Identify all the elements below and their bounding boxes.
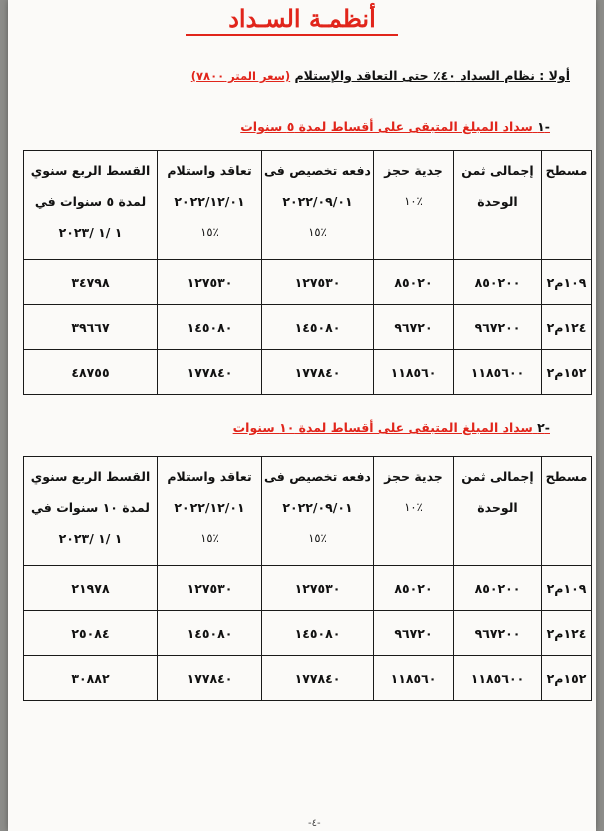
cell-allocation-payment: ١٤٥٠٨٠: [262, 305, 374, 350]
section-2-number: -٢: [537, 420, 550, 435]
cell-reservation-deposit: ١١٨٥٦٠: [374, 350, 454, 395]
cell-allocation-payment: ١٢٧٥٣٠: [262, 260, 374, 305]
header-area: مسطح: [542, 457, 592, 566]
cell-quarterly-installment: ٢١٩٧٨: [24, 566, 158, 611]
header-contract-delivery: تعاقد واستلام ٢٠٢٢/١٢/٠١ ٪١٥: [158, 457, 262, 566]
header-area: مسطح: [542, 151, 592, 260]
table-row: [24, 305, 592, 350]
cell-allocation-payment: ١٤٥٠٨٠: [262, 611, 374, 656]
header-allocation-payment: دفعه تخصيص فى ٢٠٢٢/٠٩/٠١ ٪١٥: [262, 151, 374, 260]
cell-allocation-payment: ١٢٧٥٣٠: [262, 566, 374, 611]
header-allocation-payment: دفعه تخصيص فى ٢٠٢٢/٠٩/٠١ ٪١٥: [262, 457, 374, 566]
cell-reservation-deposit: ٩٦٧٢٠: [374, 305, 454, 350]
cell-contract-delivery: ١٢٧٥٣٠: [158, 260, 262, 305]
cell-contract-delivery: ١٤٥٠٨٠: [158, 611, 262, 656]
cell-quarterly-installment: ٣٠٨٨٢: [24, 656, 158, 701]
cell-area: ١٥٢م٢: [542, 350, 592, 395]
cell-contract-delivery: ١٧٧٨٤٠: [158, 350, 262, 395]
cell-area: ١٢٤م٢: [542, 611, 592, 656]
section-1-heading-text: سداد المبلغ المتبقى على أقساط لمدة ٥ سنوات: [240, 119, 533, 134]
cell-quarterly-installment: ٤٨٧٥٥: [24, 350, 158, 395]
price-per-meter-note: (سعر المتر ٧٨٠٠): [190, 69, 291, 83]
intro-label: أولا : نظام السداد ٤٠٪ حتى التعاقد والإستلام: [294, 68, 570, 83]
cell-quarterly-installment: ٣٤٧٩٨: [24, 260, 158, 305]
cell-reservation-deposit: ١١٨٥٦٠: [374, 656, 454, 701]
cell-allocation-payment: ١٧٧٨٤٠: [262, 656, 374, 701]
cell-area: ١٥٢م٢: [542, 656, 592, 701]
cell-allocation-payment: ١٧٧٨٤٠: [262, 350, 374, 395]
page-title: أنظمـة السـداد: [228, 4, 376, 33]
payment-system-intro: [191, 68, 570, 83]
cell-area: ١٢٤م٢: [542, 305, 592, 350]
cell-total-price: ٨٥٠٢٠٠: [454, 260, 542, 305]
cell-total-price: ٩٦٧٢٠٠: [454, 305, 542, 350]
table-row: [24, 656, 592, 701]
cell-area: ١٠٩م٢: [542, 260, 592, 305]
table-row: [24, 566, 592, 611]
header-quarterly-installment: القسط الربع سنوي لمدة ١٠ سنوات في ١ /١ /٢٠٢٣: [24, 457, 158, 566]
payment-table-5-years: [23, 150, 592, 395]
cell-quarterly-installment: ٢٥٠٨٤: [24, 611, 158, 656]
cell-quarterly-installment: ٣٩٦٦٧: [24, 305, 158, 350]
header-reservation-deposit: جدية حجز ٪١٠: [374, 151, 454, 260]
table-row: [24, 611, 592, 656]
cell-area: ١٠٩م٢: [542, 566, 592, 611]
cell-contract-delivery: ١٢٧٥٣٠: [158, 566, 262, 611]
cell-total-price: ٨٥٠٢٠٠: [454, 566, 542, 611]
header-reservation-deposit: جدية حجز ٪١٠: [374, 457, 454, 566]
table-row: [24, 350, 592, 395]
page-number: -٤-: [308, 818, 321, 829]
document-page: [8, 0, 596, 831]
cell-contract-delivery: ١٧٧٨٤٠: [158, 656, 262, 701]
header-contract-delivery: تعاقد واستلام ٢٠٢٢/١٢/٠١ ٪١٥: [158, 151, 262, 260]
table-header-row: [24, 457, 592, 566]
table-row: [24, 260, 592, 305]
header-total-price: إجمالى ثمن الوحدة: [454, 151, 542, 260]
title-underline: [186, 34, 398, 36]
section-2-heading: [233, 420, 550, 435]
cell-total-price: ١١٨٥٦٠٠: [454, 350, 542, 395]
payment-table-10-years: [23, 456, 592, 701]
table-header-row: [24, 151, 592, 260]
section-2-heading-text: سداد المبلغ المتبقى على أقساط لمدة ١٠ سنوات: [232, 420, 533, 435]
cell-reservation-deposit: ٨٥٠٢٠: [374, 566, 454, 611]
section-1-number: -١: [537, 119, 550, 134]
header-quarterly-installment: القسط الربع سنوي لمدة ٥ سنوات في ١ /١ /٢٠٢٣: [24, 151, 158, 260]
cell-reservation-deposit: ٨٥٠٢٠: [374, 260, 454, 305]
cell-total-price: ١١٨٥٦٠٠: [454, 656, 542, 701]
cell-total-price: ٩٦٧٢٠٠: [454, 611, 542, 656]
cell-reservation-deposit: ٩٦٧٢٠: [374, 611, 454, 656]
cell-contract-delivery: ١٤٥٠٨٠: [158, 305, 262, 350]
section-1-heading: [240, 119, 550, 134]
header-total-price: إجمالى ثمن الوحدة: [454, 457, 542, 566]
